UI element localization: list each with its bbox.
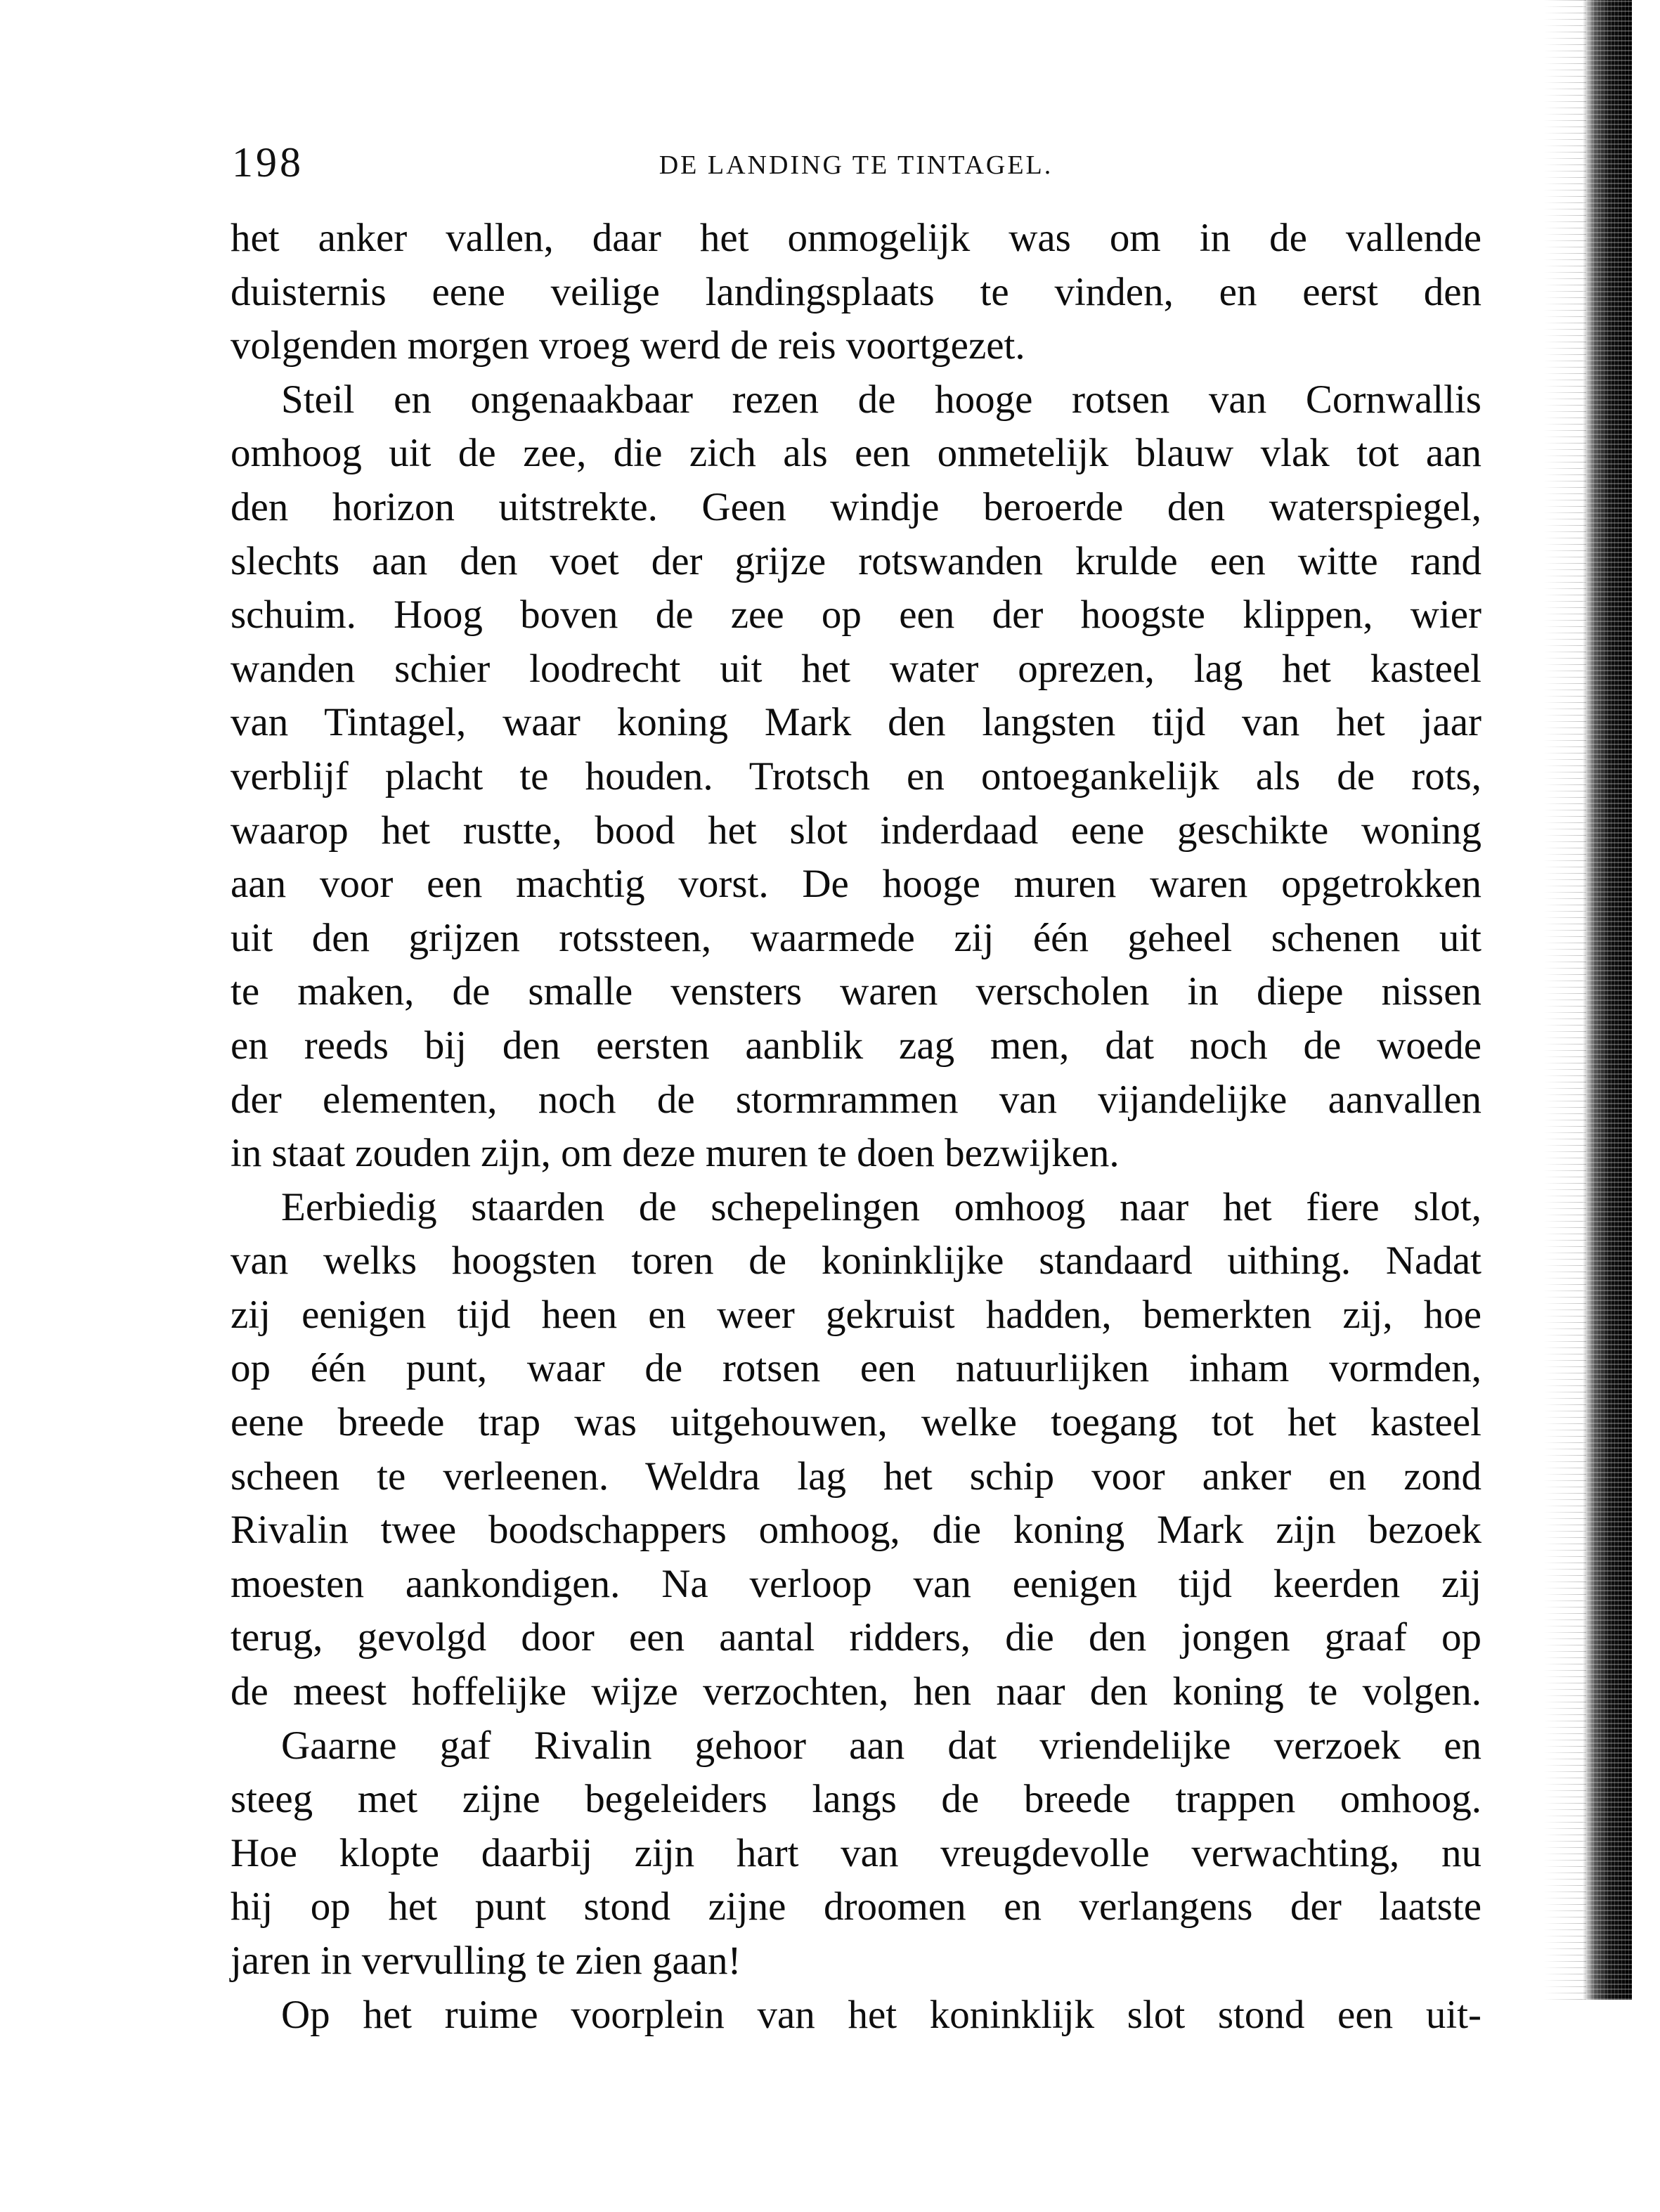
- body-text: [231, 212, 1481, 2042]
- text-line: Gaarne gaf Rivalin gehoor aan dat vriendelijke verzoek en: [281, 1723, 1481, 1768]
- text-line: duisternis eene veilige landingsplaats te vinden, en eerst den: [231, 269, 1481, 314]
- text-line: aan voor een machtig vorst. De hooge muren waren opgetrokken: [231, 862, 1481, 907]
- binding-shadow-fade: [1544, 0, 1586, 2000]
- text-line: hij op het punt stond zijne droomen en verlangens der laatste: [231, 1884, 1481, 1929]
- text-line: terug, gevolgd door een aantal ridders, die den jongen graaf op: [231, 1615, 1481, 1660]
- text-line: den horizon uitstrekte. Geen windje beroerde den waterspiegel,: [231, 484, 1481, 529]
- text-line: slechts aan den voet der grijze rotswanden krulde een witte rand: [231, 538, 1481, 583]
- text-line: jaren in vervulling te zien gaan!: [231, 1939, 741, 1983]
- text-line: Hoe klopte daarbij zijn hart van vreugdevolle verwachting, nu: [231, 1830, 1481, 1875]
- text-line: scheen te verleenen. Weldra lag het schip voor anker en zond: [231, 1454, 1481, 1499]
- text-line: verblijf placht te houden. Trotsch en ontoegankelijk als de rots,: [231, 753, 1481, 798]
- running-title: DE LANDING TE TINTAGEL.: [659, 150, 1053, 180]
- text-line: van Tintagel, waar koning Mark den langsten tijd van het jaar: [231, 700, 1481, 745]
- text-line: schuim. Hoog boven de zee op een der hoogste klippen, wier: [231, 593, 1481, 638]
- running-head: [231, 138, 1481, 187]
- text-line: waarop het rustte, bood het slot inderdaad eene geschikte woning: [231, 808, 1481, 853]
- text-line: eene breede trap was uitgehouwen, welke toegang tot het kasteel: [231, 1400, 1481, 1445]
- text-line: Steil en ongenaakbaar rezen de hooge rotsen van Cornwallis: [281, 377, 1481, 422]
- text-line: omhoog uit de zee, die zich als een onmetelijk blauw vlak tot aan: [231, 431, 1481, 476]
- text-line: van welks hoogsten toren de koninklijke standaard uithing. Nadat: [231, 1238, 1481, 1283]
- text-line: de meest hoffelijke wijze verzochten, hen naar den koning te volgen.: [231, 1669, 1481, 1714]
- text-line: uit den grijzen rotssteen, waarmede zij één geheel schenen uit: [231, 915, 1481, 960]
- binding-shadow: [1583, 0, 1632, 2000]
- text-line: te maken, de smalle vensters waren verscholen in diepe nissen: [231, 969, 1481, 1014]
- text-line: moesten aankondigen. Na verloop van eenigen tijd keerden zij: [231, 1561, 1481, 1606]
- text-line: het anker vallen, daar het onmogelijk was om in de vallende: [231, 216, 1481, 260]
- text-line: in staat zouden zijn, om deze muren te doen bezwijken.: [231, 1131, 1120, 1176]
- text-line: volgenden morgen vroeg werd de reis voortgezet.: [231, 323, 1025, 368]
- page-number: 198: [232, 139, 304, 186]
- text-line: zij eenigen tijd heen en weer gekruist hadden, bemerkten zij, hoe: [231, 1292, 1481, 1337]
- text-line: Op het ruime voorplein van het koninklijk slot stond een uit-: [281, 1992, 1481, 2037]
- text-line: Rivalin twee boodschappers omhoog, die koning Mark zijn bezoek: [231, 1508, 1481, 1553]
- text-line: op één punt, waar de rotsen een natuurlijken inham vormden,: [231, 1346, 1481, 1391]
- text-line: wanden schier loodrecht uit het water oprezen, lag het kasteel: [231, 646, 1481, 691]
- text-line: Eerbiedig staarden de schepelingen omhoog naar het fiere slot,: [281, 1184, 1481, 1229]
- text-line: steeg met zijne begeleiders langs de breede trappen omhoog.: [231, 1777, 1481, 1822]
- text-line: der elementen, noch de stormrammen van vijandelijke aanvallen: [231, 1077, 1481, 1122]
- text-line: en reeds bij den eersten aanblik zag men, dat noch de woede: [231, 1023, 1481, 1068]
